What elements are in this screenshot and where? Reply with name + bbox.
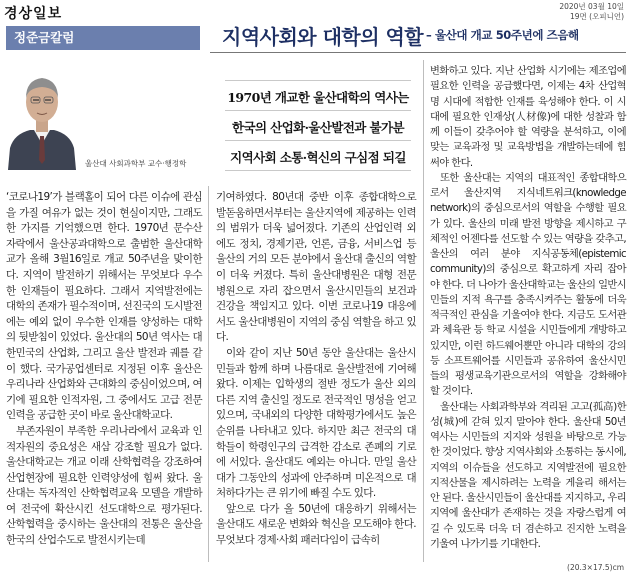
article-column-3 <box>430 64 626 552</box>
issue-page: 19면 (오피니언) <box>569 12 624 21</box>
paragraph: 이와 같이 지난 50년 동안 울산대는 울산시민들과 함께 하며 나름대로 울산발전에 기여해 왔다. 이제는 입학생의 절반 정도가 울산 외의 다른 지역 출신일 정도로 전국적인 명성을 얻고 있으며, 국내외의 다양한 대학평가에서도 높은 순위를 나타내고 있다. 하지만 최근 전국의 대학들이 학령인구의 급격한 감소로 존폐의 기로에 서있다. 울산대도 예외는 아니다. 만일 울산대가 그동안의 성과에 안주하며 미온적으로 대처하다가는 큰 위기에 빠질 수도 있다. <box>216 346 416 500</box>
pullquote-rule <box>225 140 411 141</box>
column-divider <box>423 60 424 562</box>
article-column-2 <box>216 190 416 549</box>
author-caption: 울산대 사회과학부 교수·행정학 <box>85 159 187 168</box>
paragraph: 변화하고 있다. 지난 산업화 시기에는 제조업에 필요한 인력을 공급했다면, 이제는 4차 산업혁명 시대에 적합한 인재를 육성해야 한다. 이 시대에 필요한 인재상(人材像)에 대한 성찰과 함께 이들이 갖추어야 할 역량을 분석하고, 이에 맞는 교육과정 및 교육방법을 개발하는데에 힘써야 한다. <box>430 65 626 169</box>
pullquote-rule <box>225 110 411 111</box>
size-note: (20.3×17.5)cm <box>567 563 624 572</box>
subheadline: – 울산대 개교 50주년에 즈음해 <box>426 28 579 42</box>
article-column-1 <box>6 190 202 549</box>
newspaper-name: 경상일보 <box>4 6 63 22</box>
paragraph: ‘코로나19’가 블랙홀이 되어 다른 이슈에 관심을 가질 여유가 없는 것이 현실이지만, 그래도 한 가지를 기억했으면 한다. 1970년 문수산 자락에서 울산공과대학으로 출범한 울산대학교가 올해 3월16일로 개교 50주년을 맞이한다. 지역이 발전하기 위해서는 무엇보다 우수한 인재들이 필요하다. 그래서 지역발전에는 대학의 존재가 필수적이며, 선진국의 도시발전에는 예외 없이 우수한 인재를 양성하는 대학의 뒷받침이 있었다. 울산대의 50년 역사는 대한민국의 산업화, 그리고 울산 발전과 궤를 같이 했다. 국가공업센터로 지정된 이후 울산은 우리나라 산업화와 근대화의 중심이었으며, 여기에 필요한 인적자원, 그 중에서도 고급 전문인력을 공급한 곳이 바로 울산대학교다. <box>6 191 202 422</box>
pullquote-line: 한국의 산업화·울산발전과 불가분 <box>232 120 404 135</box>
header-rule <box>210 52 626 53</box>
issue-date: 2020년 03월 10일 <box>559 2 624 11</box>
author-photo <box>6 60 78 170</box>
paragraph: 앞으로 다가 올 50년에 대응하기 위해서는 울산대도 새로운 변화와 혁신을 모도해야 한다. 무엇보다 경제·사회 패러다임이 급속히 <box>216 502 416 547</box>
pullquote-rule <box>225 80 411 81</box>
issue-info <box>559 2 624 22</box>
column-tag: 정준금칼럼 <box>6 26 200 50</box>
pullquote-line: 1970년 개교한 울산대학의 역사는 <box>227 90 409 105</box>
headline: 지역사회와 대학의 역할 <box>222 25 424 49</box>
pullquote-line: 지역사회 소통·혁신의 구심점 되길 <box>230 150 406 165</box>
paragraph: 부존자원이 부족한 우리나라에서 교육과 인적자원의 중요성은 새삼 강조할 필요가 없다. 울산대학교는 개교 이래 산학협력을 강조하여 산업현장에 필요한 인력양성에 힘써 왔다. 울산대는 독자적인 산학협력교육 모델을 개발하여 전국에 확산시킨 선도대학으로 평가된다. 산학협력을 중시하는 울산대의 전통은 울산을 한국의 산업수도로 발전시키는데 <box>6 424 202 547</box>
author-portrait-icon <box>6 60 78 170</box>
column-divider <box>208 186 209 562</box>
pullquote-rule <box>225 170 411 171</box>
paragraph: 울산대는 사회과학부와 격리된 고고(孤高)한 성(城)에 갇혀 있지 말아야 한다. 울산대 50년 역사는 시민들의 지지와 성원을 바탕으로 가능한 것이었다. 향상 지역사회와 소통하는 동시에, 지역의 이슈들을 선도하고 지역발전에 필요한 지적산물을 제시하려는 노력을 게을리 해서는 안 된다. 울산시민들이 울산대를 지지하고, 우리 지역에 울산대가 존재하는 것을 자랑스럽게 여길 수 있도록 더욱 더 겸손하고 진지한 노력을 기울여 나가기를 기대한다. <box>430 400 626 550</box>
paragraph: 기여하였다. 80년대 중반 이후 종합대학으로 발돋움하면서부터는 울산지역에 제공하는 인력의 범위가 더욱 넓어졌다. 기존의 산업인력 외에도 정치, 경제기관, 언론, 금융, 서비스업 등 울산의 거의 모든 분야에서 울산대 출신의 역할이 더욱 커졌다. 특히 울산대병원은 대형 전문병원으로 자리 잡으면서 울산시민들의 보건과 건강을 책임지고 있다. 이번 코로나19 대응에서도 울산대병원이 지역의 중심 역할을 하고 있다. <box>216 191 416 344</box>
paragraph: 또한 울산대는 지역의 대표적인 종합대학으로서 울산지역 지식네트워크(knowledge network)의 중심으로서의 역할을 수행할 필요가 있다. 울산의 미래 발전 방향을 제시하고 구체적인 어젠다를 선도할 수 있는 역량을 갖추고, 울산의 여러 분야 지식공동체(epistemic community)의 중심으로 확고하게 자리 잡아야 한다. 더 나아가 울산대학교는 울산의 일반시민들의 지적 욕구를 충족시켜주는 활동에 더욱 적극적인 관심을 기울여야 한다. 지금도 도서관과 체육관 등 학교 시설을 시민들에게 개방하고 있지만, 이런 하드웨어뿐만 아니라 대학의 강의 등 소프트웨어를 시민들과 공유하여 울산시민들의 평생교육기관으로서의 역할을 강화해야 할 것이다. <box>430 171 626 398</box>
